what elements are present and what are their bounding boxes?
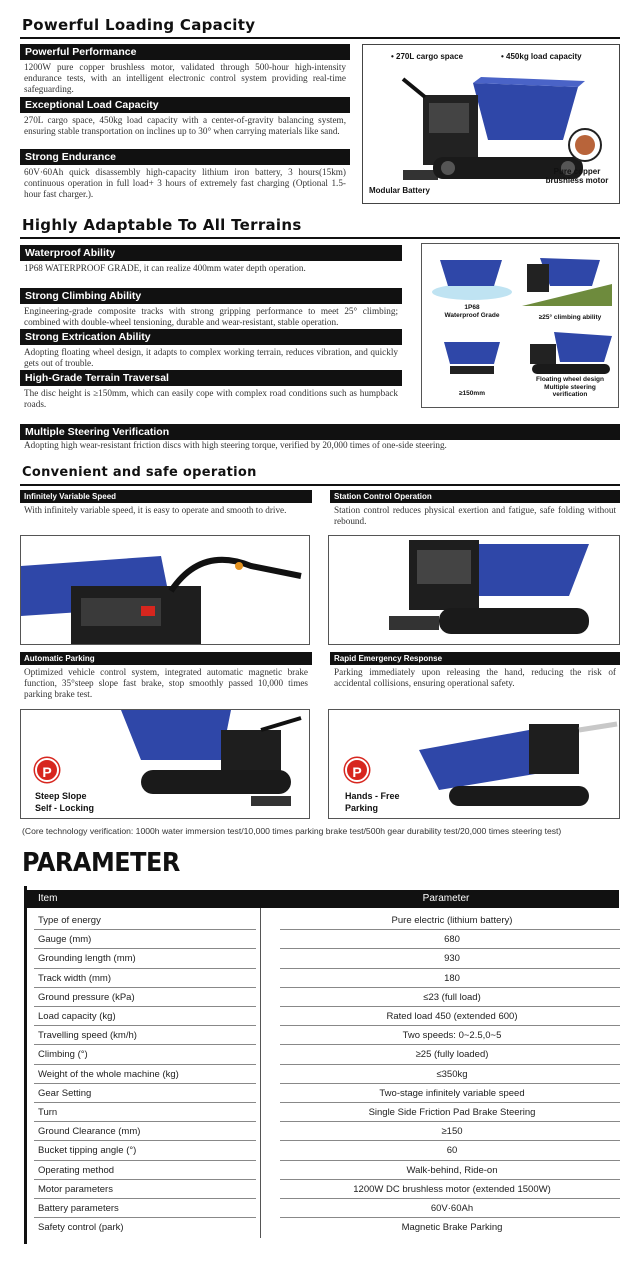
table-row xyxy=(30,1122,620,1141)
feature-heading: Station Control Operation xyxy=(330,490,620,503)
section2-divider xyxy=(20,237,620,239)
row-value: ≤23 (full load) xyxy=(423,991,481,1003)
table-row xyxy=(30,1141,620,1160)
row-value: Magnetic Brake Parking xyxy=(401,1222,503,1234)
row-value: 180 xyxy=(444,972,460,984)
row-key: Weight of the whole machine (kg) xyxy=(38,1068,179,1080)
row-key: Battery parameters xyxy=(38,1203,119,1214)
row-value: ≥25 (fully loaded) xyxy=(415,1049,489,1061)
section2-features xyxy=(20,245,402,412)
header-parameter: Parameter xyxy=(422,893,470,904)
speed-feature xyxy=(20,490,312,518)
hands-free-caption-line2: Parking xyxy=(345,803,379,813)
table-row xyxy=(30,1007,620,1026)
hands-free-caption-line1: Hands - Free xyxy=(345,791,400,801)
row-key: Operating method xyxy=(38,1164,115,1176)
steering-text: Adopting high wear-resistant friction discs with high steering torque, verified by 20,000 times of one-side steering. xyxy=(24,440,447,450)
row-key: Safety control (park) xyxy=(38,1222,124,1234)
section3-title: Convenient and safe operation xyxy=(22,465,257,480)
table-row xyxy=(30,930,620,949)
row-value: Two-stage infinitely variable speed xyxy=(379,1087,525,1099)
table-row xyxy=(30,1026,620,1045)
steep-slope-caption-line1: Steep Slope xyxy=(35,791,87,801)
feature-text: Optimized vehicle control system, integrated automatic magnetic brake function, 35°steep slope fast brake, stop smoothly passed 10,000 times parking brake test. xyxy=(24,667,308,699)
row-value: ≥150 xyxy=(441,1126,463,1138)
row-value: 930 xyxy=(444,953,460,965)
row-value: 680 xyxy=(444,934,460,946)
feature-text: 1P68 WATERPROOF GRADE, it can realize 400mm water depth operation. xyxy=(24,263,306,273)
row-value: ≤350kg xyxy=(436,1068,468,1080)
row-key: Gear Setting xyxy=(38,1087,92,1099)
row-key: Track width (mm) xyxy=(38,972,112,984)
feature-heading: Strong Endurance xyxy=(20,149,350,165)
feature-text: Station control reduces physical exertion and fatigue, safe folding without rebound. xyxy=(334,505,616,526)
table-row xyxy=(30,1199,620,1218)
row-value: Two speeds: 0~2.5,0~5 xyxy=(402,1030,502,1042)
load-caption: • 450kg load capacity xyxy=(501,52,582,61)
motor-caption-line1: Pure copper xyxy=(553,167,601,176)
row-value: Walk-behind, Ride-on xyxy=(406,1164,498,1176)
header-item: Item xyxy=(38,893,58,904)
table-row xyxy=(30,1218,620,1237)
table-row xyxy=(30,1180,620,1199)
feature-heading: Rapid Emergency Response xyxy=(330,652,620,665)
row-value: 60 xyxy=(446,1145,458,1157)
floating-wheel-caption xyxy=(522,376,618,399)
emergency-feature xyxy=(330,652,620,691)
handle-illustration xyxy=(21,536,310,645)
feature-text: 270L cargo space, 450kg load capacity with a center-of-gravity balancing system, ensuring stable transportation on inclines up to 30° when carrying materials like sand. xyxy=(24,115,346,136)
feature-text: Parking immediately upon releasing the hand, reducing the risk of accidental collisions, ensuring operational safety. xyxy=(334,667,616,688)
steep-slope-caption xyxy=(35,790,94,814)
table-row xyxy=(30,1045,620,1064)
steering-heading: Multiple Steering Verification xyxy=(20,424,620,440)
feature-text: Adopting floating wheel design, it adapts to complex working terrain, reduces vibration, and quickly gets out of trouble. xyxy=(24,347,398,368)
cargo-caption: • 270L cargo space xyxy=(391,52,464,61)
feature-text: With infinitely variable speed, it is easy to operate and smooth to drive. xyxy=(24,505,287,515)
parameter-table xyxy=(24,886,619,1244)
table-row xyxy=(30,911,620,930)
row-key: Ground pressure (kPa) xyxy=(38,991,135,1003)
section3-divider xyxy=(20,484,620,486)
steep-slope-image xyxy=(20,709,310,819)
waterproof-caption xyxy=(424,304,520,319)
row-key: Turn xyxy=(38,1107,58,1118)
feature-heading: Strong Extrication Ability xyxy=(20,329,402,345)
waterproof-caption-line2: Waterproof Grade xyxy=(444,311,500,319)
section2-title: Highly Adaptable To All Terrains xyxy=(22,216,302,234)
station-illustration xyxy=(329,536,620,645)
table-row xyxy=(30,949,620,968)
row-value: 60V·60Ah xyxy=(430,1203,474,1214)
steep-slope-caption-line2: Self - Locking xyxy=(35,803,95,813)
floating-wheel-caption-line1: Floating wheel design xyxy=(536,376,604,383)
table-row xyxy=(30,988,620,1007)
station-control-feature xyxy=(330,490,620,529)
row-key: Load capacity (kg) xyxy=(38,1011,116,1022)
row-key: Motor parameters xyxy=(38,1183,113,1195)
feature-heading: Waterproof Ability xyxy=(20,245,402,261)
feature-text: 1200W pure copper brushless motor, validated through 500-hour high-intensity endurance tests, with an intelligent electronic control system providing real-time safeguarding. xyxy=(24,62,346,94)
row-key: Travelling speed (km/h) xyxy=(38,1030,137,1042)
row-key: Bucket tipping angle (°) xyxy=(38,1145,137,1157)
section1-features xyxy=(20,44,350,202)
feature-heading: Infinitely Variable Speed xyxy=(20,490,312,503)
row-key: Gauge (mm) xyxy=(38,934,92,946)
feature-heading: Strong Climbing Ability xyxy=(20,288,402,304)
station-control-image xyxy=(328,535,620,645)
row-value: Rated load 450 (extended 600) xyxy=(386,1011,518,1022)
table-header xyxy=(24,890,619,908)
row-key: Grounding length (mm) xyxy=(38,953,136,965)
feature-heading: Automatic Parking xyxy=(20,652,312,665)
motor-caption xyxy=(537,167,617,185)
table-row xyxy=(30,969,620,988)
waterproof-caption-line1: 1P68 xyxy=(464,304,480,311)
verification-note: (Core technology verification: 1000h water immersion test/10,000 times parking brake test/500h gear durability test/20,000 times steering test) xyxy=(22,826,562,836)
section1-title: Powerful Loading Capacity xyxy=(22,16,256,34)
table-left-border xyxy=(24,886,27,1244)
clearance-caption: ≥150mm xyxy=(459,390,485,397)
row-value: Single Side Friction Pad Brake Steering xyxy=(368,1107,536,1118)
automatic-parking-feature xyxy=(20,652,312,702)
motor-caption-line2: brushless motor xyxy=(545,176,609,185)
table-body xyxy=(30,911,620,1241)
parking-icon: P xyxy=(345,758,369,782)
speed-image xyxy=(20,535,310,645)
feature-text: 60V·60Ah quick disassembly high-capacity lithium iron battery, 3 hours(15km) continuous operation in full load+ 3 hours of extremely fast charging (Optional 1.5-hour fast charger.). xyxy=(24,167,346,199)
terrain-image xyxy=(421,243,619,408)
row-value: 1200W DC brushless motor (extended 1500W) xyxy=(353,1183,551,1195)
feature-heading: High-Grade Terrain Traversal xyxy=(20,370,402,386)
floating-wheel-caption-line3: verification xyxy=(552,391,588,398)
battery-caption: Modular Battery xyxy=(369,186,430,195)
floating-wheel-caption-line2: Multiple steering xyxy=(544,383,596,391)
row-value: Pure electric (lithium battery) xyxy=(391,915,513,926)
parking-icon: P xyxy=(35,758,59,782)
feature-heading: Powerful Performance xyxy=(20,44,350,60)
table-row xyxy=(30,1084,620,1103)
parameter-title: PARAMETER xyxy=(22,848,180,878)
table-row xyxy=(30,1103,620,1122)
row-key: Type of energy xyxy=(38,915,101,926)
row-key: Climbing (°) xyxy=(38,1049,88,1061)
table-row xyxy=(30,1065,620,1084)
hands-free-image xyxy=(328,709,620,819)
feature-heading: Exceptional Load Capacity xyxy=(20,97,350,113)
row-key: Ground Clearance (mm) xyxy=(38,1126,141,1138)
feature-text: The disc height is ≥150mm, which can easily cope with complex road conditions such as humpback roads. xyxy=(24,388,398,409)
loader-product-image xyxy=(362,44,620,204)
feature-text: Engineering-grade composite tracks with strong gripping performance to meet 25° climbing; combined with double-wheel tensioning, durable and wear-resistant, stable operation. xyxy=(24,306,398,327)
hands-free-caption xyxy=(345,790,400,814)
section1-divider xyxy=(20,37,620,39)
climbing-caption: ≥25° climbing ability xyxy=(538,314,602,321)
table-row xyxy=(30,1161,620,1180)
